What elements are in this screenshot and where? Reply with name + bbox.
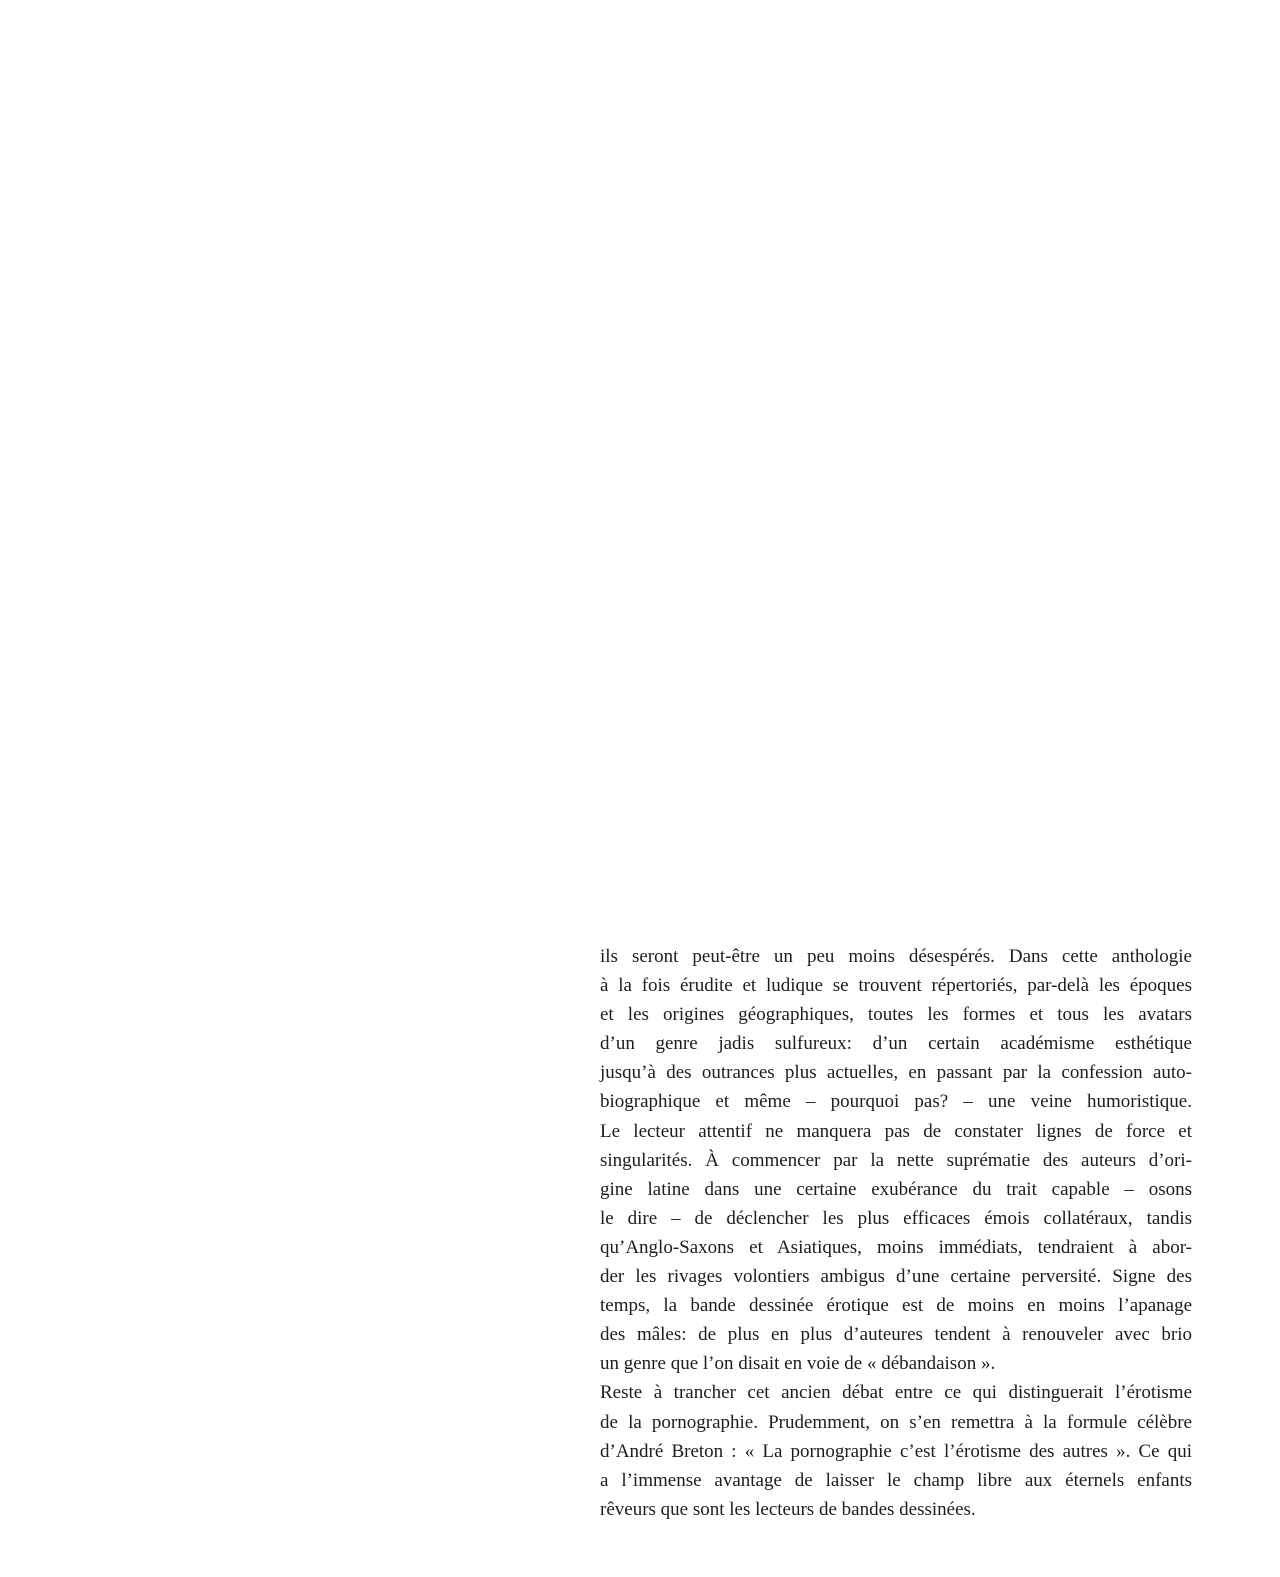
- paragraph-1: [600, 942, 1192, 1378]
- text-line: biographique et même – pourquoi pas? – une veine humoristique.: [600, 1091, 1192, 1113]
- text-line: d’un genre jadis sulfureux: d’un certain académisme esthétique: [600, 1033, 1192, 1055]
- text-line: des mâles: de plus en plus d’auteures tendent à renouveler avec brio: [600, 1324, 1192, 1346]
- text-line: singularités. À commencer par la nette suprématie des auteurs d’ori-: [600, 1149, 1192, 1171]
- text-line: et les origines géographiques, toutes les formes et tous les avatars: [600, 1004, 1192, 1026]
- text-line: gine latine dans une certaine exubérance du trait capable – osons: [600, 1178, 1192, 1200]
- text-line: un genre que l’on disait en voie de « débandaison ».: [600, 1353, 996, 1375]
- text-line: ils seront peut-être un peu moins désespérés. Dans cette anthologie: [600, 946, 1192, 967]
- text-line: der les rivages volontiers ambigus d’une certaine perversité. Signe des: [600, 1266, 1192, 1288]
- text-line: Le lecteur attentif ne manquera pas de constater lignes de force et: [600, 1120, 1192, 1142]
- text-line: Reste à trancher cet ancien débat entre ce qui distinguerait l’érotisme: [600, 1382, 1192, 1404]
- paragraph-2: [600, 1378, 1192, 1523]
- text-line: de la pornographie. Prudemment, on s’en remettra à la formule célèbre: [600, 1411, 1192, 1433]
- text-line: le dire – de déclencher les plus efficaces émois collatéraux, tandis: [600, 1207, 1192, 1229]
- text-line: temps, la bande dessinée érotique est de moins en moins l’apanage: [600, 1295, 1192, 1317]
- text-line: a l’immense avantage de laisser le champ libre aux éternels enfants: [600, 1469, 1192, 1491]
- body-text: [600, 942, 1192, 1524]
- text-line: rêveurs que sont les lecteurs de bandes dessinées.: [600, 1498, 976, 1520]
- text-line: d’André Breton : « La pornographie c’est l’érotisme des autres ». Ce qui: [600, 1440, 1192, 1462]
- text-line: jusqu’à des outrances plus actuelles, en passant par la confession auto-: [600, 1062, 1192, 1084]
- text-line: à la fois érudite et ludique se trouvent répertoriés, par-delà les époques: [600, 975, 1192, 997]
- text-line: qu’Anglo-Saxons et Asiatiques, moins immédiats, tendraient à abor-: [600, 1236, 1192, 1258]
